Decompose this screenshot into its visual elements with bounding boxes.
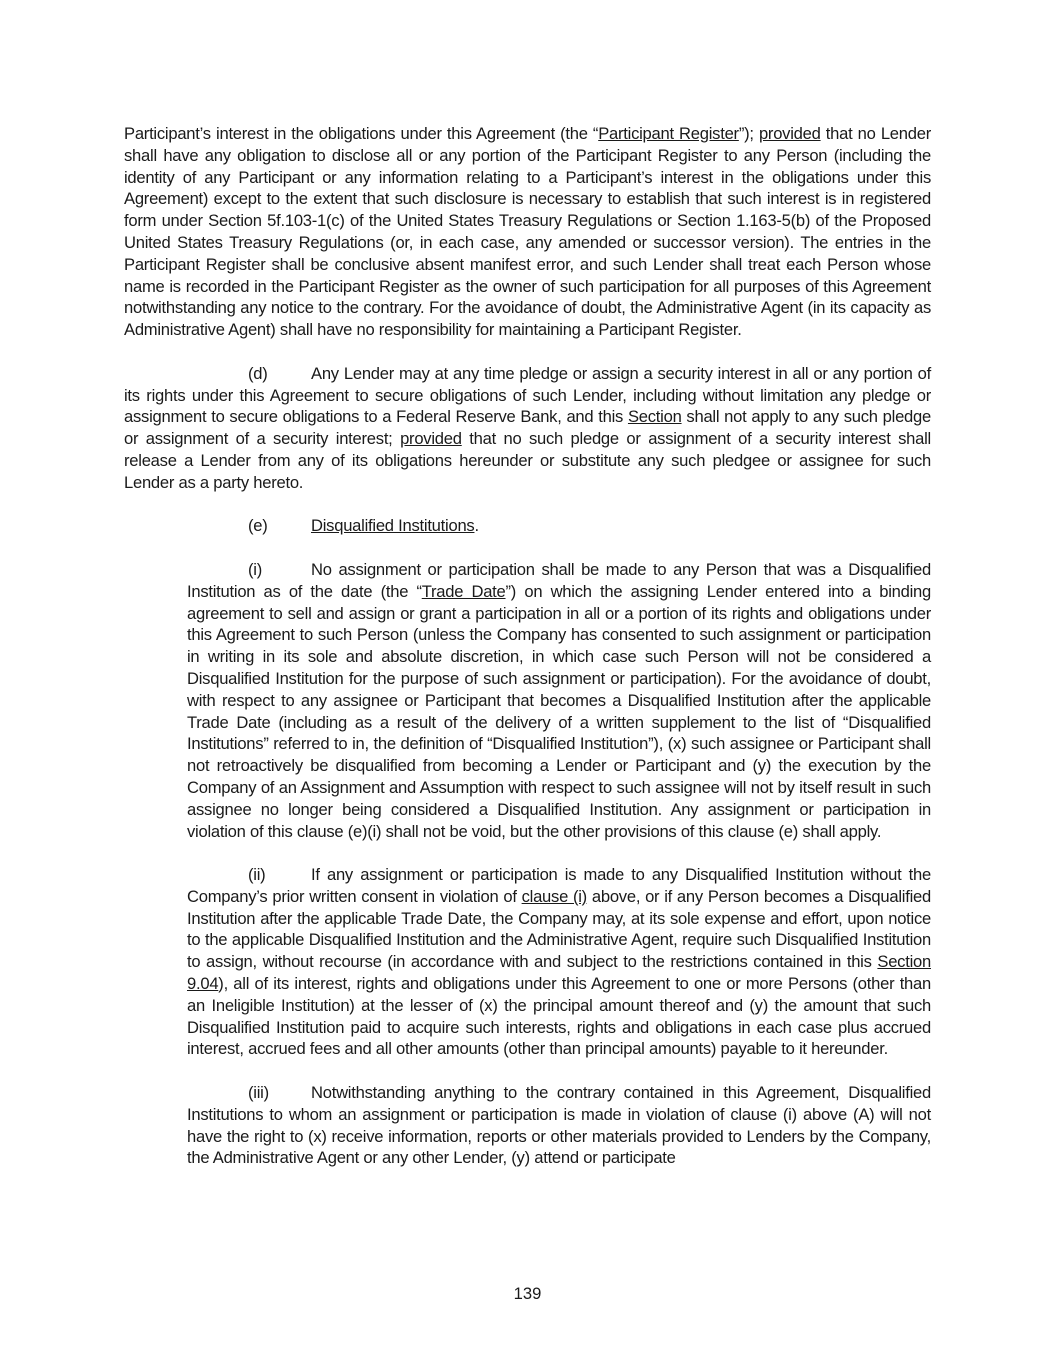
- paragraph-e-iii: [187, 1082, 931, 1169]
- defined-term-trade-date: Trade Date: [421, 581, 506, 601]
- paragraph-participant-register: [124, 123, 931, 341]
- provided-term: provided: [758, 124, 821, 143]
- text-run: If any assignment or participation is made to any Disqualified Institution without the Company’s prior written consent in violation of: [187, 865, 931, 906]
- text-run: ), all of its interest, rights and obligations under this Agreement to one or more Persons (other than an Ineligible Institution) at the lesser of (x) the principal amount thereof and (y) the amount that such Disqualified Institution paid to acquire such interests, rights and obligations in each case plus accrued interest, accrued fees and all other amounts (other than principal amounts) payable to it hereunder.: [187, 974, 931, 1059]
- text-run: that no such pledge or assignment of a security interest shall release a Lender from any of its obligations hereunder or substitute any such pledgee or assignee for such Lender as a party hereto.: [124, 429, 931, 492]
- page-number: 139: [513, 1284, 542, 1303]
- heading-disqualified-institutions: Disqualified Institutions: [311, 516, 475, 536]
- text-run: Participant’s interest in the obligations under this Agreement (the “: [124, 124, 599, 143]
- section-reference: Section: [627, 407, 682, 427]
- paragraph-e-ii: [187, 864, 931, 1060]
- clause-label-ii: (ii): [248, 865, 266, 885]
- provided-term: provided: [400, 429, 462, 449]
- section-reference: Section 9.04: [187, 952, 931, 994]
- defined-term-participant-register: Participant Register: [598, 124, 739, 143]
- clause-label-iii: (iii): [248, 1083, 269, 1103]
- text-run: shall not apply to any such pledge or assignment of a security interest;: [124, 407, 931, 449]
- clause-label-e: (e): [248, 516, 268, 536]
- text-run: Notwithstanding anything to the contrary contained in this Agreement, Disqualified Institutions to whom an assignment or participation is made in violation of clause (i) above (A) will not have the right to (x) receive information, reports or other materials provided to Lenders by the Company, the Administrative Agent or any other Lender, (y) attend or participate: [187, 1083, 931, 1168]
- text-run: that no Lender shall have any obligation to disclose all or any portion of the Participant Register to any Person (including the identity of any Participant or any information relating to a Participant’s interest in the obligations under this Agreement) except to the extent that such disclosure is necessary to establish that such interest is in registered form under Section 5f.103-1(c) of the United States Treasury Regulations or Section 1.163-5(b) of the Proposed United States Treasury Regulations (or, in each case, any amended or successor version). The entries in the Participant Register shall be conclusive absent manifest error, and such Lender shall treat each Person whose name is recorded in the Participant Register as the owner of such participation for all purposes of this Agreement notwithstanding any notice to the contrary. For the avoidance of doubt, the Administrative Agent (in its capacity as Administrative Agent) shall have no responsibility for maintaining a Participant Register.: [124, 124, 931, 340]
- clause-label-i: (i): [248, 559, 262, 579]
- document-body: [124, 123, 931, 1169]
- text-run: Any Lender may at any time pledge or assign a security interest in all or any portion of its rights under this Agreement to secure obligations of such Lender, including without limitation any pledge or assignment to secure obligations to a Federal Reserve Bank, and this: [124, 363, 931, 427]
- text-run: ”) on which the assigning Lender entered into a binding agreement to sell and assign or grant a participation in all or a portion of its rights and obligations under this Agreement to such Person (unless the Company has consented to such assignment or participation in writing in its sole and absolute discretion, in which case such Person will not be considered a Disqualified Institution for the purpose of such assignment or participation). For the avoidance of doubt, with respect to any assignee or Participant that becomes a Disqualified Institution after the applicable Trade Date (including as a result of the delivery of a written supplement to the list of “Disqualified Institutions” referred to in, the definition of “Disqualified Institution”), (x) such assignee or Participant shall not retroactively be disqualified from becoming a Lender or Participant and (y) the execution by the Company of an Assignment and Assumption with respect to such assignee will not by itself result in such assignee no longer being considered a Disqualified Institution. Any assignment or participation in violation of this clause (e)(i) shall not be void, but the other provisions of this clause (e) shall apply.: [187, 581, 931, 841]
- text-run: ”);: [738, 124, 759, 143]
- paragraph-e-i: [187, 559, 931, 842]
- paragraph-e-heading: [124, 515, 931, 537]
- heading-period: .: [474, 516, 479, 536]
- clause-reference: clause (i): [521, 886, 587, 906]
- text-run: No assignment or participation shall be made to any Person that was a Disqualified Institution as of the date (the “: [187, 559, 931, 601]
- clause-label-d: (d): [248, 363, 268, 383]
- text-run: above, or if any Person becomes a Disqualified Institution after the applicable Trade Date, the Company may, at its sole expense and effort, upon notice to the applicable Disqualified Institution and the Administrative Agent, require such Disqualified Institution to assign, without recourse (in accordance with and subject to the restrictions contained in this: [187, 886, 931, 972]
- paragraph-d: [124, 363, 931, 494]
